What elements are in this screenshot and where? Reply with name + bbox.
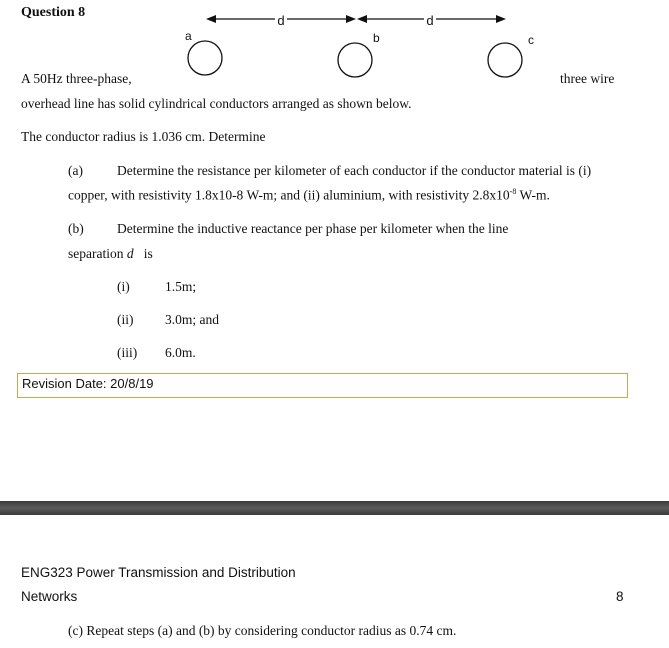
- part-a-text-2-main: copper, with resistivity 1.8x10-8 W-m; and (ii) aluminium, with resistivity 2.8x10: [68, 187, 510, 203]
- arrowhead-left-ab: [206, 15, 216, 23]
- part-b-item-label: (i): [117, 279, 130, 294]
- arrowhead-left-bc: [357, 15, 367, 23]
- part-b-text-2: [68, 246, 153, 262]
- course-title-line-1: ENG323 Power Transmission and Distribution: [21, 565, 296, 580]
- spacing-label-bc: d: [426, 13, 434, 28]
- conductor-label-b: b: [373, 31, 380, 45]
- intro-line-2: overhead line has solid cylindrical conductors arranged as shown below.: [21, 96, 412, 111]
- conductor-b: [338, 43, 372, 77]
- course-title-line-2: Networks: [21, 589, 78, 604]
- arrowhead-right-bc: [496, 15, 506, 23]
- part-b-item-value: 1.5m;: [165, 279, 197, 294]
- intro-text-right: three wire: [560, 71, 615, 86]
- intro-text-left: A 50Hz three-phase,: [21, 71, 132, 86]
- conductor-label-c: c: [528, 33, 534, 47]
- part-a-label: (a): [68, 163, 83, 178]
- part-b-item-value: 3.0m; and: [165, 312, 219, 327]
- arrowhead-right-ab: [346, 15, 356, 23]
- conductor-a: [188, 41, 222, 75]
- part-b-item-value: 6.0m.: [165, 345, 196, 360]
- revision-box: [17, 373, 628, 398]
- separation-variable: d: [126, 246, 134, 261]
- spacing-label-ab: d: [277, 13, 285, 28]
- conductor-c: [488, 43, 522, 77]
- part-c-text: (c) Repeat steps (a) and (b) by considering conductor radius as 0.74 cm.: [68, 623, 457, 638]
- part-a-text-1: Determine the resistance per kilometer of each conductor if the conductor material is (i): [117, 163, 592, 178]
- revision-date: Revision Date: 20/8/19: [22, 376, 154, 391]
- page-separator: [0, 501, 669, 515]
- conductor-label-a: a: [185, 29, 192, 43]
- part-b-label: (b): [68, 221, 84, 236]
- part-b-text-2-end: is: [133, 246, 153, 261]
- part-a-text-2: [68, 187, 550, 204]
- part-b-item-label: (iii): [117, 345, 138, 360]
- resistivity-exponent: -8: [509, 187, 517, 196]
- intro-line-3: The conductor radius is 1.036 cm. Determine: [21, 129, 266, 144]
- question-title: Question 8: [21, 5, 86, 20]
- page-number: 8: [616, 589, 624, 604]
- part-b-text-2-main: separation: [68, 246, 127, 261]
- part-b-item-label: (ii): [117, 312, 134, 327]
- part-a-text-2-end: W-m.: [516, 187, 550, 203]
- part-b-text-1: Determine the inductive reactance per phase per kilometer when the line: [117, 221, 509, 236]
